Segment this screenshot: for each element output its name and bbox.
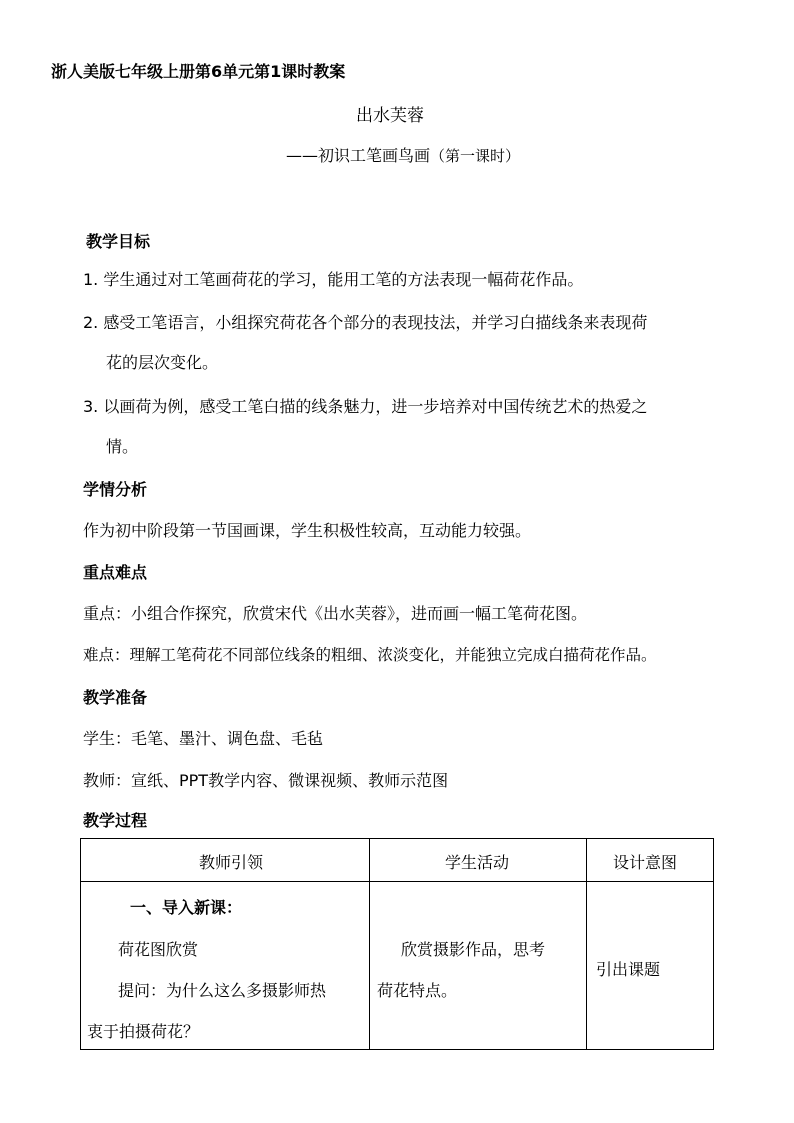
teacher-activity-line: 荷花图欣赏 [118,940,199,959]
objective-item-2-line-1: 2. 感受工笔语言，小组探究荷花各个部分的表现技法，并学习白描线条来表现荷 [83,313,648,332]
preparation-students: 学生：毛笔、墨汁、调色盘、毛毡 [83,729,324,748]
table-divider [369,839,370,1049]
key-point-text: 重点：小组合作探究，欣赏宋代《出水芙蓉》，进而画一幅工笔荷花图。 [83,604,588,623]
table-divider [81,881,713,882]
design-intent-text: 引出课题 [596,960,661,979]
process-heading: 教学过程 [83,811,148,830]
student-activity-line: 荷花特点。 [377,981,458,1000]
table-header-intent: 设计意图 [613,853,678,872]
student-activity-line: 欣赏摄影作品，思考 [401,940,546,959]
objective-item-2-line-2: 花的层次变化。 [106,353,219,372]
analysis-heading: 学情分析 [83,480,148,499]
lesson-subtitle [286,143,520,166]
table-divider [586,839,587,1049]
teacher-activity-line: 衷于拍摄荷花？ [87,1022,200,1041]
preparation-teacher: 教师：宣纸、PPT教学内容、微课视频、教师示范图 [83,771,449,790]
table-header-student: 学生活动 [445,853,510,872]
difficult-point-text: 难点：理解工笔荷花不同部位线条的粗细、浓淡变化，并能独立完成白描荷花作品。 [83,646,657,664]
teacher-section-title: 一、导入新课： [130,898,243,917]
keypoints-heading: 重点难点 [83,563,148,582]
teacher-activity-line: 提问：为什么这么多摄影师热 [118,981,327,1000]
document-header: 浙人美版七年级上册第6单元第1课时教案 [51,62,346,81]
lesson-title: 出水芙蓉 [356,106,424,126]
objective-item-3-line-2: 情。 [106,437,139,456]
table-header-teacher: 教师引领 [199,853,264,872]
objectives-heading: 教学目标 [86,232,151,251]
analysis-text: 作为初中阶段第一节国画课，学生积极性较高，互动能力较强。 [83,521,532,540]
preparation-heading: 教学准备 [83,688,148,707]
subtitle-paren: （第一课时） [430,147,521,165]
objective-item-3-line-1: 3. 以画荷为例，感受工笔白描的线条魅力，进一步培养对中国传统艺术的热爱之 [83,397,648,416]
process-table [80,838,714,1050]
subtitle-main: ——初识工笔画鸟画 [286,146,431,165]
objective-item-1: 1. 学生通过对工笔画荷花的学习，能用工笔的方法表现一幅荷花作品。 [83,270,584,289]
